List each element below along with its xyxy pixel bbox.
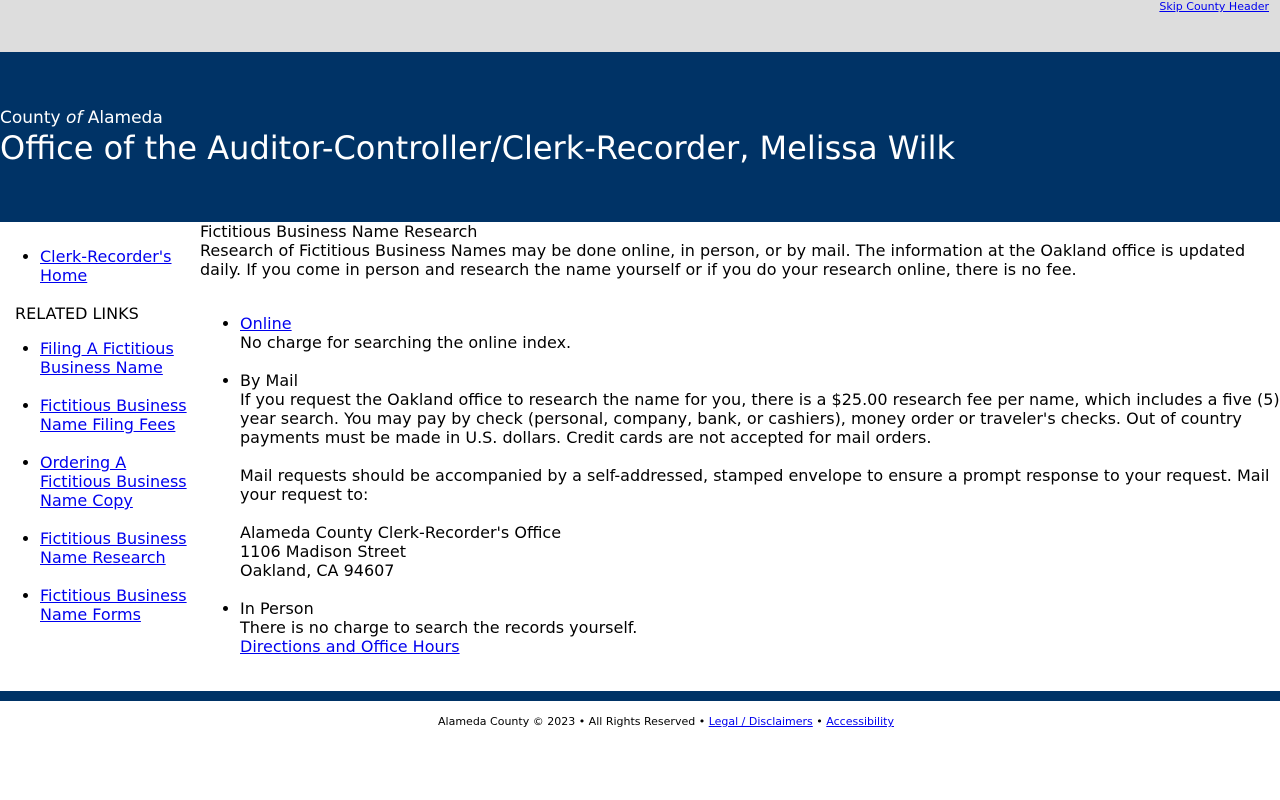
office-title: Office of the Auditor-Controller/Clerk-Recorder, Melissa Wilk (0, 129, 955, 167)
list-item-in-person (240, 599, 1280, 656)
in-person-text: There is no charge to search the records yourself. (240, 618, 638, 637)
accessibility-link[interactable]: Accessibility (826, 715, 894, 728)
address-line-3: Oakland, CA 94607 (240, 561, 395, 580)
copyright-text: Alameda County © 2023 • All Rights Reserved • (438, 715, 706, 728)
intro-text: Research of Fictitious Business Names may be done online, in person, or by mail. The information at the Oakland office is updated daily. If you come in person and research the name yourself or if you do your research online, there is no fee. (200, 241, 1246, 279)
in-person-heading: In Person (240, 599, 314, 618)
top-bar (0, 0, 1280, 52)
county-prefix: County (0, 108, 61, 128)
county-name-text: Alameda (87, 108, 163, 128)
address-line-1: Alameda County Clerk-Recorder's Office (240, 523, 562, 542)
sidebar (0, 247, 195, 643)
research-methods-list (200, 314, 1280, 656)
footer-separator: • (816, 715, 823, 728)
ordering-fbn-copy-link[interactable]: Ordering A Fictitious Business Name Copy (40, 453, 187, 510)
skip-county-header-link[interactable]: Skip County Header (1159, 0, 1269, 13)
related-links-heading: RELATED LINKS (15, 304, 139, 323)
fbn-research-link[interactable]: Fictitious Business Name Research (40, 529, 187, 567)
by-mail-instructions: Mail requests should be accompanied by a self-addressed, stamped envelope to ensure a prompt response to your request. Mail your request to: (240, 466, 1270, 504)
fbn-forms-link[interactable]: Fictitious Business Name Forms (40, 586, 187, 624)
list-item-online (240, 314, 1280, 352)
address-line-2: 1106 Madison Street (240, 542, 406, 561)
sidebar-item-research (40, 529, 195, 567)
fbn-filing-fees-link[interactable]: Fictitious Business Name Filing Fees (40, 396, 187, 434)
legal-disclaimers-link[interactable]: Legal / Disclaimers (708, 715, 813, 728)
sidebar-item-forms (40, 586, 195, 624)
sidebar-item-ordering (40, 453, 195, 510)
home-nav (0, 247, 195, 285)
by-mail-fee-text: If you request the Oakland office to research the name for you, there is a $25.00 research fee per name, which includes a five (5) year search. You may pay by check (personal, company, bank, or cashiers), money order or traveler's checks. Out of country payments must be made in U.S. dollars. Credit cards are not accepted for mail orders. (240, 390, 1280, 447)
clerk-recorder-home-link[interactable]: Clerk-Recorder's Home (40, 247, 172, 285)
filing-fbn-link[interactable]: Filing A Fictitious Business Name (40, 339, 174, 377)
sidebar-item-fees (40, 396, 195, 434)
content-area (0, 222, 1280, 691)
directions-hours-link[interactable]: Directions and Office Hours (240, 637, 460, 656)
sidebar-item-filing (40, 339, 195, 377)
county-of: of (65, 108, 83, 128)
by-mail-heading: By Mail (240, 371, 299, 390)
online-link[interactable]: Online (240, 314, 292, 333)
online-text: No charge for searching the online index. (240, 333, 572, 352)
footer (0, 701, 1280, 728)
county-banner (0, 52, 1280, 222)
county-name (0, 108, 163, 128)
main-content (200, 222, 1280, 675)
sidebar-item-home (40, 247, 195, 285)
list-item-by-mail (240, 371, 1280, 580)
footer-bar (0, 691, 1280, 701)
related-links-list (0, 339, 195, 624)
page-title: Fictitious Business Name Research (200, 222, 478, 241)
